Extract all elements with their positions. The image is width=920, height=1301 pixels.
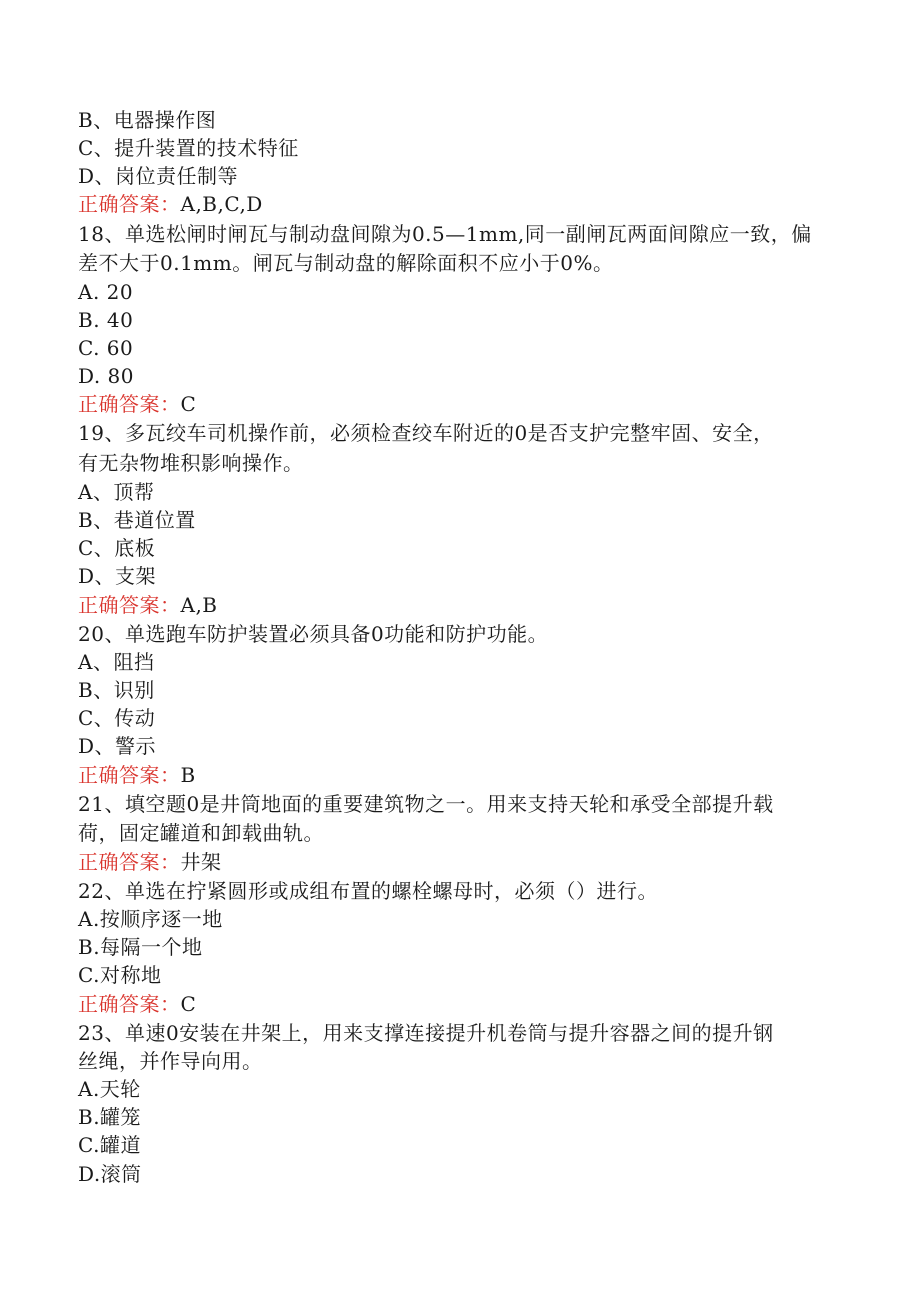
- option-line: C.对称地: [78, 963, 162, 987]
- answer-value: A,B,C,D: [180, 192, 263, 216]
- option-line: A. 20: [78, 280, 134, 304]
- option-line: A、顶帮: [78, 480, 155, 504]
- option-line: B、巷道位置: [78, 508, 196, 532]
- answer-value: C: [180, 392, 197, 416]
- answer-value: C: [180, 992, 197, 1016]
- option-line: D.滚筒: [78, 1162, 142, 1186]
- answer-line: [78, 849, 222, 875]
- answer-label: 正确答案：: [78, 392, 181, 416]
- option-line: B.每隔一个地: [78, 935, 203, 959]
- answer-label: 正确答案：: [78, 992, 181, 1016]
- answer-line: [78, 762, 196, 788]
- answer-label: 正确答案：: [78, 593, 181, 617]
- option-line: A、阻挡: [78, 650, 155, 674]
- answer-line: [78, 592, 218, 618]
- answer-label: 正确答案：: [78, 192, 181, 216]
- option-line: B. 40: [78, 308, 134, 332]
- option-line: D、岗位责任制等: [78, 164, 239, 188]
- option-line: B、电器操作图: [78, 108, 217, 132]
- answer-value: 井架: [180, 850, 222, 874]
- option-line: C. 60: [78, 336, 134, 360]
- option-line: C、底板: [78, 536, 156, 560]
- question-line: 19、多瓦绞车司机操作前，必须检查绞车附近的0是否支护完整牢固、安全，: [78, 421, 774, 445]
- answer-value: A,B: [180, 593, 218, 617]
- option-line: A.天轮: [78, 1077, 141, 1101]
- option-line: C.罐道: [78, 1133, 141, 1157]
- answer-line: [78, 991, 196, 1017]
- option-line: D、警示: [78, 734, 157, 758]
- option-line: B、识别: [78, 678, 155, 702]
- answer-line: [78, 191, 263, 217]
- question-line: 23、单速0安装在井架上，用来支撑连接提升机卷筒与提升容器之间的提升钢: [78, 1021, 774, 1045]
- option-line: A.按顺序逐一地: [78, 907, 223, 931]
- question-line: 有无杂物堆积影响操作。: [78, 451, 304, 475]
- option-line: D、支架: [78, 564, 157, 588]
- question-line: 21、填空题0是井筒地面的重要建筑物之一。用来支持天轮和承受全部提升载: [78, 792, 774, 816]
- option-line: C、提升装置的技术特征: [78, 136, 299, 160]
- option-line: B.罐笼: [78, 1105, 142, 1129]
- option-line: C、传动: [78, 706, 156, 730]
- question-line: 差不大于0.1mm。闸瓦与制动盘的解除面积不应小于0%。: [78, 251, 614, 275]
- answer-label: 正确答案：: [78, 763, 181, 787]
- answer-label: 正确答案：: [78, 850, 181, 874]
- question-line: 丝绳，并作导向用。: [78, 1049, 263, 1073]
- answer-value: B: [180, 763, 196, 787]
- question-line: 22、单选在拧紧圆形或成组布置的螺栓螺母时，必须（）进行。: [78, 879, 658, 903]
- option-line: D. 80: [78, 364, 134, 388]
- question-line: 18、单选松闸时闸瓦与制动盘间隙为0.5—1mm,同一副闸瓦两面间隙应一致，偏: [78, 222, 812, 246]
- question-line: 荷，固定罐道和卸载曲轨。: [78, 821, 324, 845]
- answer-line: [78, 391, 196, 417]
- question-line: 20、单选跑车防护装置必须具备0功能和防护功能。: [78, 622, 549, 646]
